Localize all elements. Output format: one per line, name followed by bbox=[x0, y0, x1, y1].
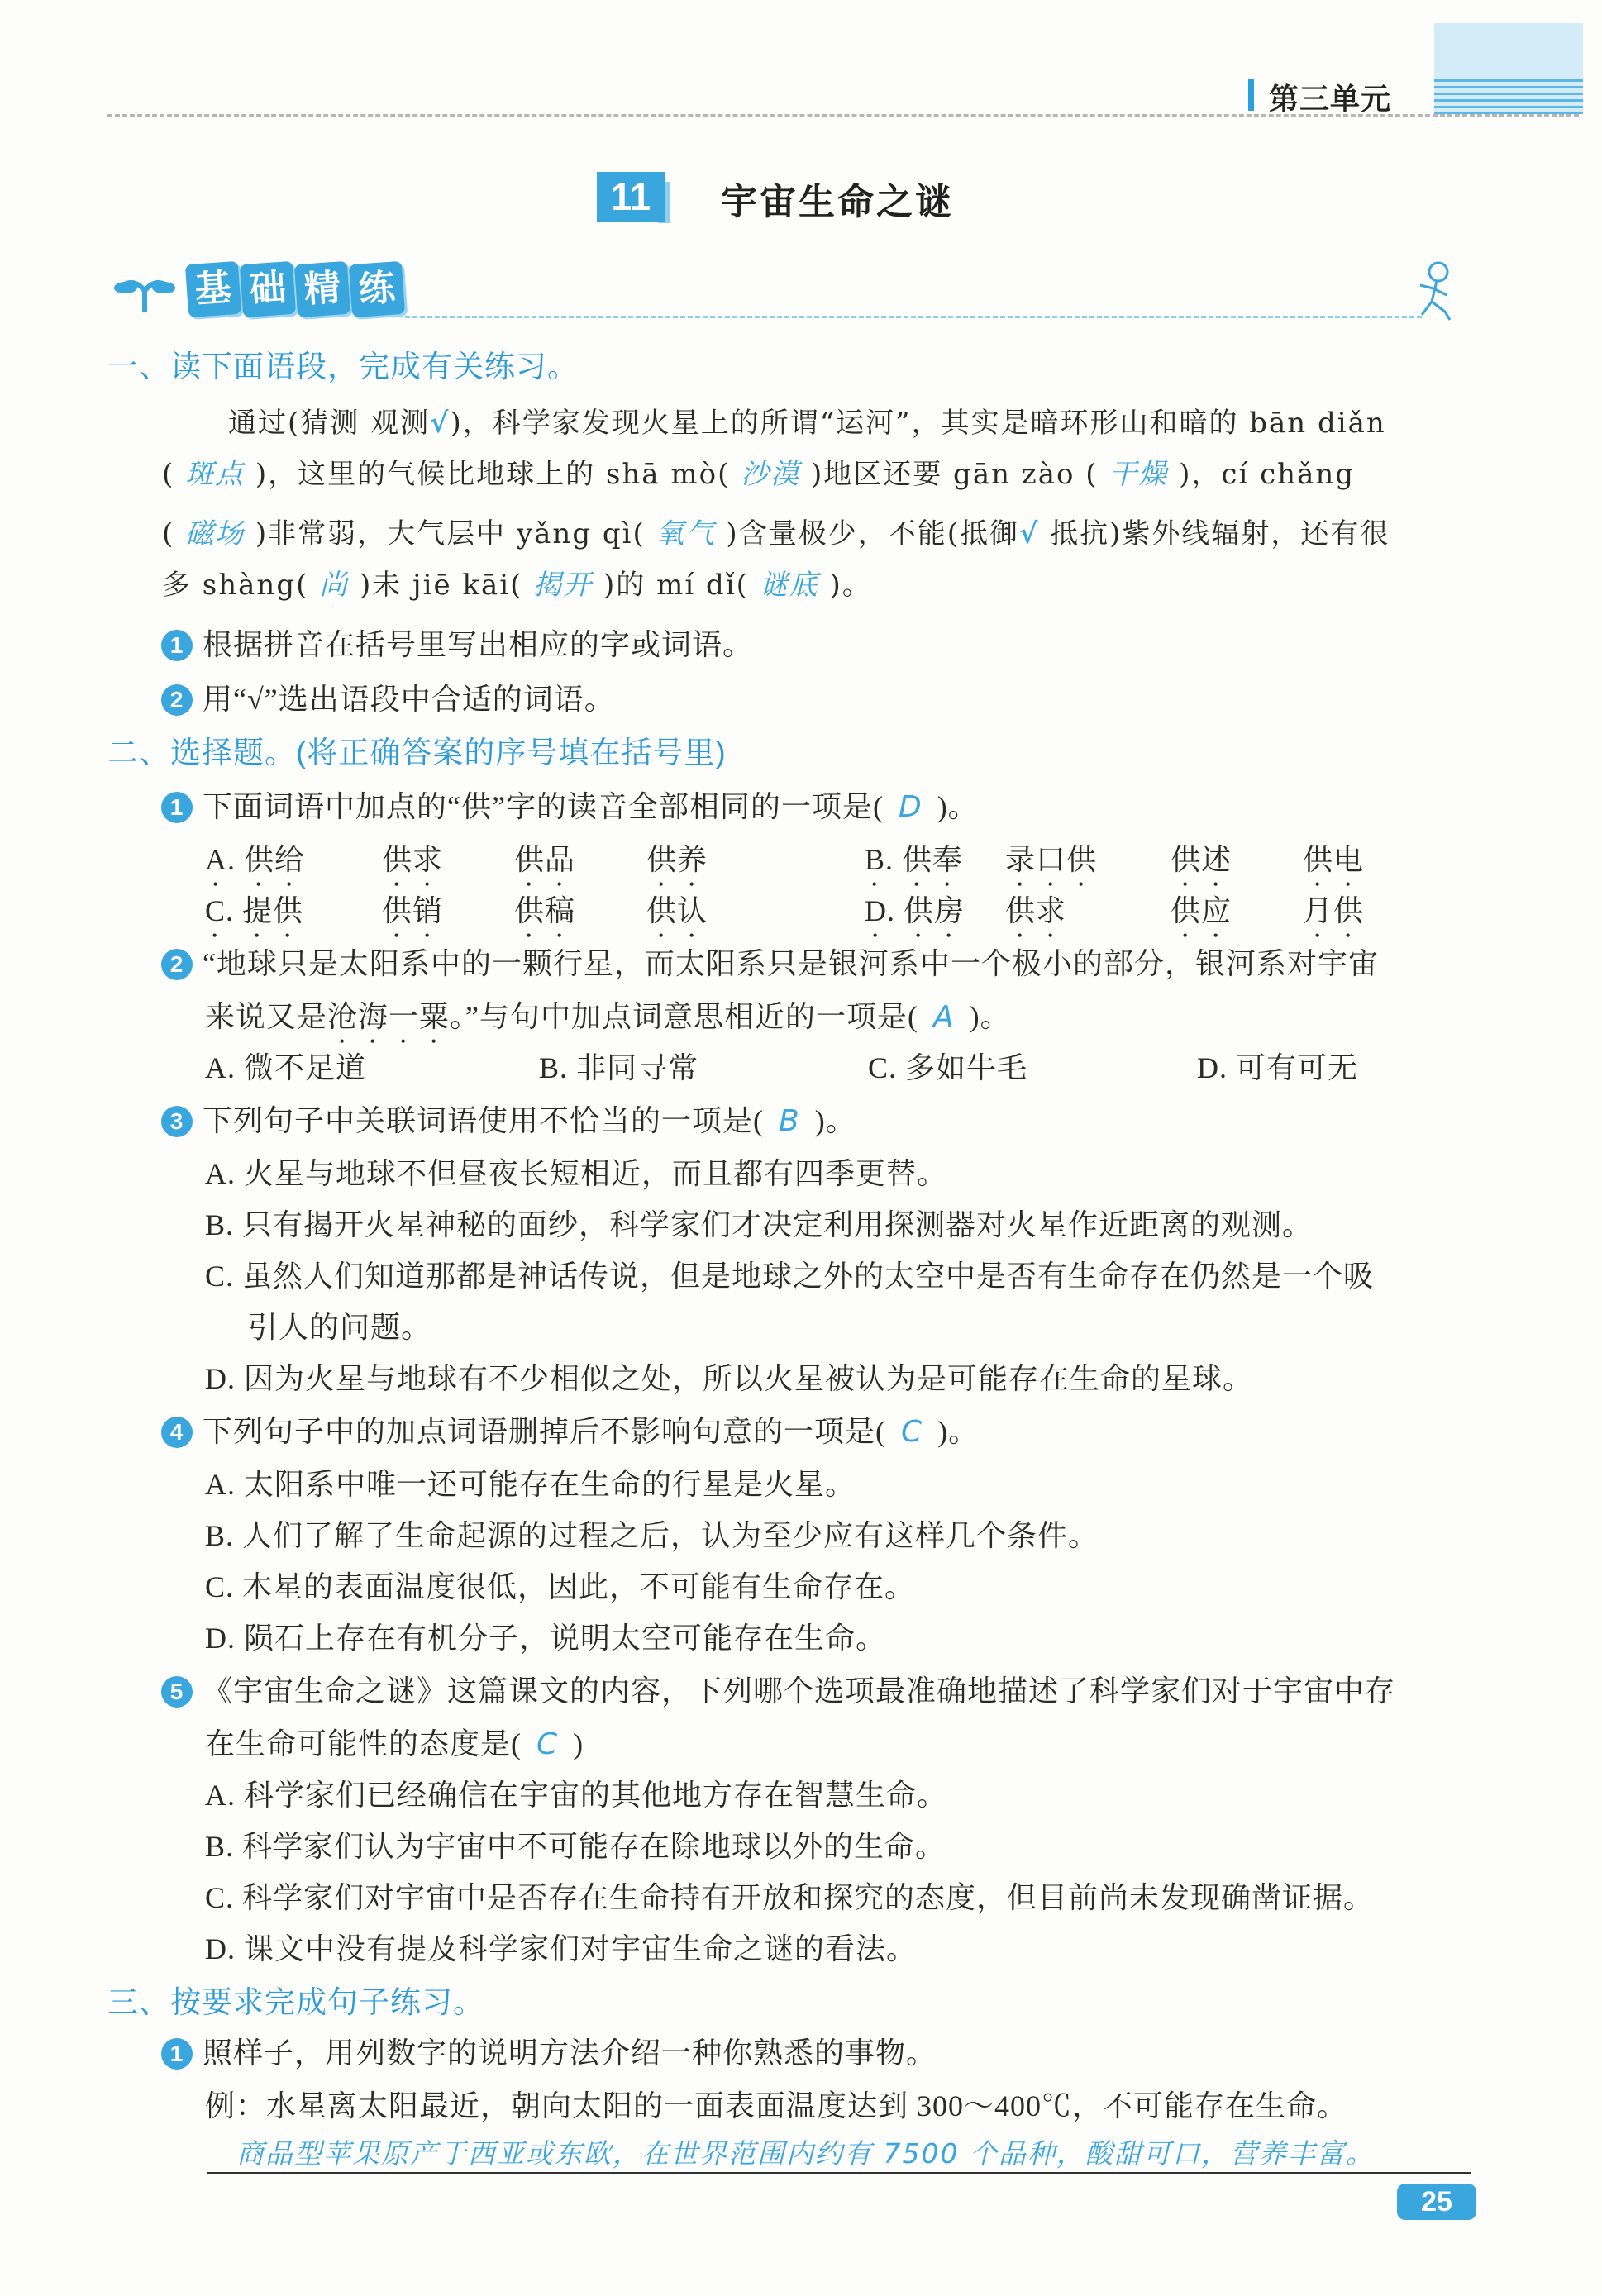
tick-mark: √ bbox=[1018, 517, 1040, 550]
s2-question-3: 3 下列句子中关联词语使用不恰当的一项是( B )。 bbox=[161, 1098, 856, 1140]
para-line-2: ( 斑点 )，这里的气候比地球上的 shā mò( 沙漠 )地区还要 gān zào ( 干燥 )，cí chǎng bbox=[162, 458, 1355, 491]
number-badge: 2 bbox=[161, 684, 193, 716]
answer-text: 谜底 bbox=[759, 569, 819, 602]
tick-mark: √ bbox=[430, 407, 451, 440]
number-badge: 2 bbox=[161, 949, 193, 980]
answer-choice: D bbox=[898, 790, 923, 824]
answer-text: 揭开 bbox=[533, 569, 594, 602]
number-badge: 1 bbox=[161, 2038, 193, 2070]
banner-char-3: 精 bbox=[294, 261, 350, 317]
section-2-heading: 二、选择题。(将正确答案的序号填在括号里) bbox=[107, 736, 727, 769]
option-b-word-1: B. 供奉 bbox=[865, 843, 964, 876]
dotted-phrase: 沧海一粟 bbox=[327, 1000, 451, 1033]
option-c: C. 多如牛毛 bbox=[868, 1051, 1028, 1084]
option-c-word-1: C. 提供 bbox=[205, 894, 304, 927]
answer-text: 斑点 bbox=[185, 458, 246, 491]
option-c: C. 科学家们对宇宙中是否存在生命持有开放和探究的态度，但目前尚未发现确凿证据。 bbox=[205, 1881, 1375, 1914]
answer-text: 沙漠 bbox=[741, 458, 801, 491]
para-line-3: ( 磁场 )非常弱，大气层中 yǎng qì( 氧气 )含量极少，不能(抵御√ 抵抗)紫外线辐射，还有很 bbox=[162, 517, 1390, 550]
header-decor-stripes bbox=[1434, 79, 1583, 114]
answer-choice: C bbox=[536, 1727, 559, 1761]
option-a: A. 微不足道 bbox=[205, 1051, 366, 1084]
option-d-word-3: 供应 bbox=[1171, 894, 1232, 927]
unit-label: 第三单元 bbox=[1269, 82, 1392, 116]
handwritten-answer: 商品型苹果原产于西亚或东欧，在世界范围内约有 7500 个品种，酸甜可口，营养丰富。 bbox=[236, 2137, 1375, 2170]
option-c-continued: 引人的问题。 bbox=[248, 1311, 432, 1344]
example-sentence: 例：水星离太阳最近，朝向太阳的一面表面温度达到 300～400℃，不可能存在生命。 bbox=[205, 2089, 1348, 2122]
banner-divider bbox=[405, 316, 1422, 318]
s1-question-2: 2 用“√”选出语段中合适的词语。 bbox=[161, 676, 615, 718]
answer-choice: A bbox=[933, 1000, 955, 1034]
sprout-icon bbox=[107, 266, 182, 316]
answer-choice: B bbox=[779, 1104, 800, 1138]
lesson-title: 宇宙生命之谜 bbox=[721, 182, 954, 222]
running-figure-icon bbox=[1405, 260, 1463, 326]
option-a-word-2: 供求 bbox=[382, 843, 444, 876]
answer-text: 磁场 bbox=[185, 517, 246, 550]
header-accent-bar bbox=[1248, 79, 1254, 111]
option-a: A. 太阳系中唯一还可能存在生命的行星是火星。 bbox=[205, 1468, 856, 1501]
page-number: 25 bbox=[1397, 2184, 1476, 2220]
s2-question-4: 4 下列句子中的加点词语删掉后不影响句意的一项是( C )。 bbox=[161, 1408, 979, 1450]
s2-question-5: 5 《宇宙生命之谜》这篇课文的内容，下列哪个选项最准确地描述了科学家们对于宇宙中存 bbox=[161, 1668, 1395, 1710]
number-badge: 3 bbox=[161, 1106, 193, 1137]
option-c-word-2: 供销 bbox=[382, 894, 444, 927]
s2-q2-line-2: 来说又是沧海一粟。”与句中加点词意思相近的一项是( A )。 bbox=[205, 1000, 1011, 1034]
s1-question-1: 1 根据拼音在括号里写出相应的字或词语。 bbox=[161, 622, 753, 664]
para-line-1: 通过(猜测 观测√)，科学家发现火星上的所谓“运河”，其实是暗环形山和暗的 bān diǎn bbox=[228, 407, 1386, 440]
option-d: D. 可有可无 bbox=[1197, 1051, 1358, 1084]
banner-char-4: 练 bbox=[349, 261, 405, 317]
answer-choice: C bbox=[901, 1415, 923, 1449]
option-d: D. 课文中没有提及科学家们对宇宙生命之谜的看法。 bbox=[205, 1932, 917, 1965]
para-line-4: 多 shàng( 尚 )未 jiē kāi( 揭开 )的 mí dǐ( 谜底 )。 bbox=[162, 569, 872, 602]
answer-text: 干燥 bbox=[1109, 458, 1169, 491]
option-d: D. 因为火星与地球有不少相似之处，所以火星被认为是可能存在生命的星球。 bbox=[205, 1362, 1253, 1395]
number-badge: 1 bbox=[161, 792, 193, 823]
option-c-word-3: 供稿 bbox=[514, 894, 576, 927]
option-b: B. 科学家们认为宇宙中不可能存在除地球以外的生命。 bbox=[205, 1830, 946, 1863]
number-badge: 1 bbox=[161, 630, 193, 661]
header-divider bbox=[107, 114, 1579, 117]
option-d: D. 陨石上存在有机分子，说明太空可能存在生命。 bbox=[205, 1622, 886, 1655]
option-c-word-4: 供认 bbox=[646, 894, 708, 927]
lesson-number: 11 bbox=[597, 172, 665, 222]
option-d-word-4: 月供 bbox=[1303, 894, 1365, 927]
number-badge: 4 bbox=[161, 1417, 193, 1448]
option-b: B. 人们了解了生命起源的过程之后，认为至少应有这样几个条件。 bbox=[205, 1519, 1099, 1552]
option-d-word-2: 供求 bbox=[1005, 894, 1067, 927]
number-badge: 5 bbox=[161, 1676, 193, 1708]
option-c: C. 木星的表面温度很低，因此，不可能有生命存在。 bbox=[205, 1570, 916, 1603]
answer-text: 尚 bbox=[319, 569, 350, 602]
option-a-word-4: 供养 bbox=[646, 843, 708, 876]
section-1-heading: 一、读下面语段，完成有关练习。 bbox=[107, 350, 579, 383]
banner-char-1: 基 bbox=[185, 261, 241, 317]
option-a: A. 火星与地球不但昼夜长短相近，而且都有四季更替。 bbox=[205, 1157, 947, 1190]
option-c: C. 虽然人们知道那都是神话传说，但是地球之外的太空中是否有生命存在仍然是一个吸 bbox=[205, 1260, 1375, 1293]
option-b-word-3: 供述 bbox=[1171, 843, 1232, 876]
option-b-word-2: 录口供 bbox=[1005, 843, 1098, 876]
option-d-word-1: D. 供房 bbox=[865, 894, 965, 927]
option-b-word-4: 供电 bbox=[1303, 843, 1365, 876]
s2-question-2: 2 “地球只是太阳系中的一颗行星，而太阳系只是银河系中一个极小的部分，银河系对宇宙 bbox=[161, 941, 1379, 983]
option-b: B. 非同寻常 bbox=[539, 1051, 699, 1084]
option-a: A. 科学家们已经确信在宇宙的其他地方存在智慧生命。 bbox=[205, 1779, 947, 1812]
section-3-heading: 三、按要求完成句子练习。 bbox=[107, 1985, 484, 2019]
option-b: B. 只有揭开火星神秘的面纱，科学家们才决定利用探测器对火星作近距离的观测。 bbox=[205, 1208, 1314, 1241]
s2-q5-line-2: 在生命可能性的态度是( C ) bbox=[205, 1727, 584, 1761]
s2-question-1: 1 下面词语中加点的“供”字的读音全部相同的一项是( D )。 bbox=[161, 784, 979, 826]
option-a-word-1: A. 供给 bbox=[205, 843, 305, 876]
banner-char-2: 础 bbox=[240, 261, 296, 317]
answer-text: 氧气 bbox=[656, 517, 716, 550]
answer-line bbox=[207, 2172, 1471, 2174]
option-a-word-3: 供品 bbox=[514, 843, 576, 876]
s3-question-1: 1 照样子，用列数字的说明方法介绍一种你熟悉的事物。 bbox=[161, 2030, 937, 2072]
